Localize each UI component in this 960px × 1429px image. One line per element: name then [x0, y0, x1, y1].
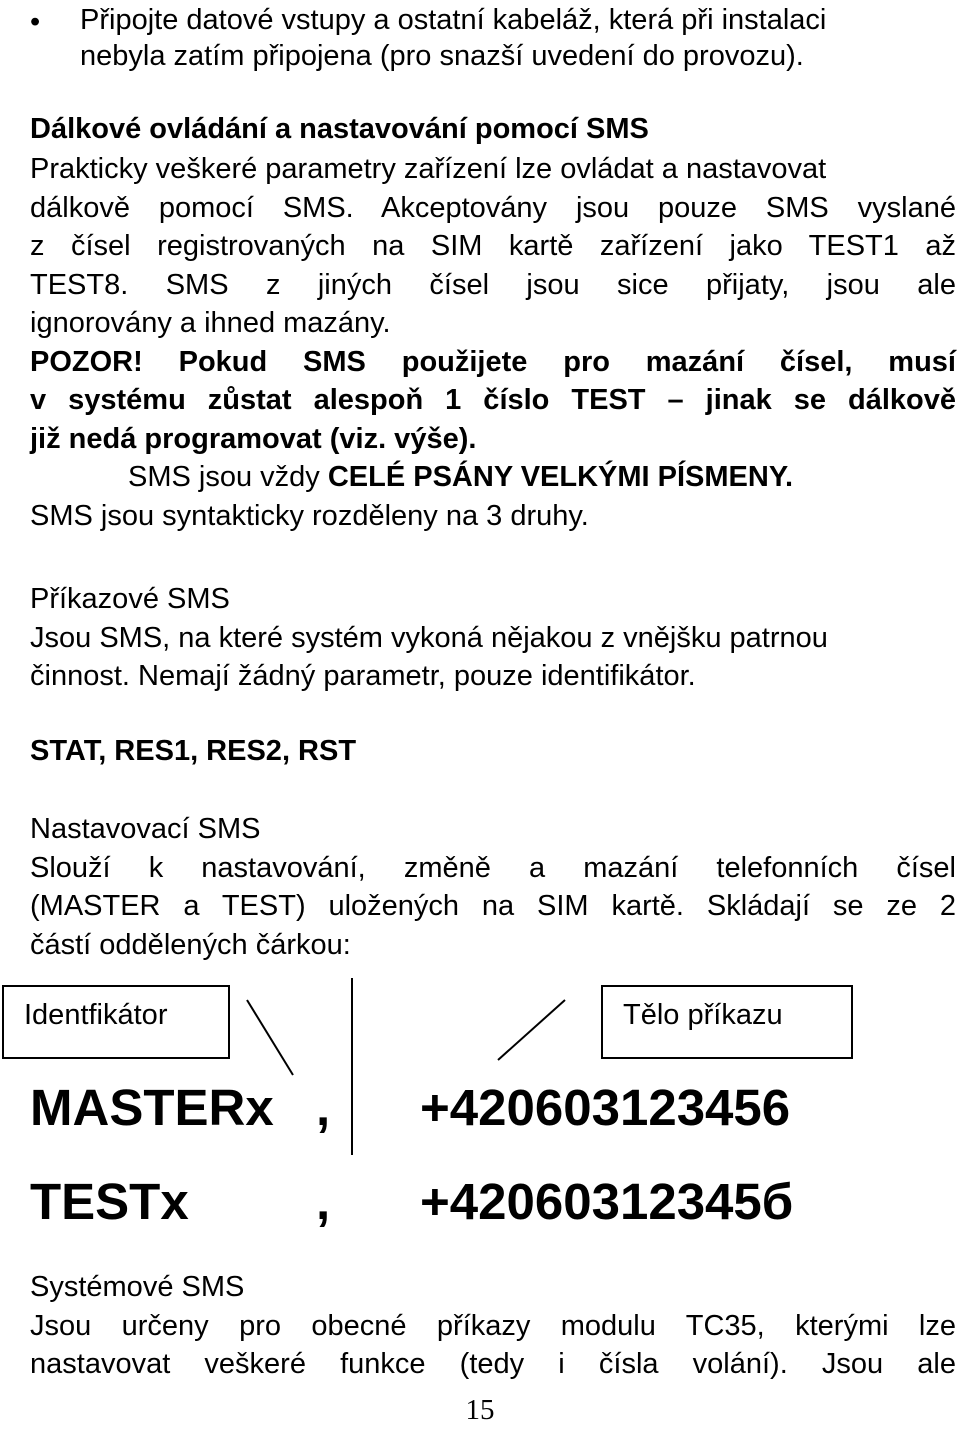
page-number: 15: [465, 1394, 495, 1426]
row1-separator: ,: [316, 1079, 331, 1136]
row1-identifier: MASTERx: [30, 1079, 274, 1136]
command-sms-examples: STAT, RES1, RES2, RST: [30, 735, 357, 767]
caps-note-prefix: SMS jsou vždy: [128, 461, 328, 493]
warning-line-3: již nedá programovat (viz. výše).: [30, 422, 477, 455]
row2-identifier: TESTx: [30, 1173, 189, 1230]
system-sms-title: Systémové SMS: [30, 1271, 245, 1303]
bullet-line-1: Připojte datové vstupy a ostatní kabeláž, která při instalaci: [80, 4, 827, 36]
remote-line-5: ignorovány a ihned mazány.: [30, 307, 391, 339]
body-label: Tělo příkazu: [623, 999, 783, 1031]
warning-line-2: v systému zůstat alespoň 1 číslo TEST – jinak se dálkově: [30, 384, 956, 416]
remote-line-4: TEST8. SMS z jiných čísel jsou sice přijaty, jsou ale: [30, 268, 956, 301]
system-sms-section: [30, 1268, 956, 1384]
identifier-label: Identfikátor: [24, 999, 168, 1031]
body-pointer-line: [498, 1000, 565, 1060]
remote-line-2: dálkově pomocí SMS. Akceptovány jsou pouze SMS vyslané: [30, 191, 956, 224]
row2-value: +42060312345б: [420, 1173, 794, 1230]
setting-sms-line-1: Slouží k nastavování, změně a mazání telefonních čísel: [30, 851, 956, 884]
system-sms-line-1: Jsou určeny pro obecné příkazy modulu TC35, kterými lze: [30, 1309, 956, 1342]
setting-sms-line-2: (MASTER a TEST) uložených na SIM kartě. Skládají se ze 2: [30, 890, 956, 922]
setting-sms-line-3: částí oddělených čárkou:: [30, 928, 351, 961]
row1-value: +420603123456: [420, 1079, 791, 1136]
command-sms-line-2: činnost. Nemají žádný parametr, pouze identifikátor.: [30, 660, 696, 692]
command-sms-line-1: Jsou SMS, na které systém vykoná nějakou z vnějšku patrnou: [30, 621, 828, 654]
setting-sms-title: Nastavovací SMS: [30, 813, 261, 845]
warning-line-1: POZOR! Pokud SMS použijete pro mazání čísel, musí: [30, 345, 956, 378]
caps-note-bold: CELÉ PSÁNY VELKÝMI PÍSMENY.: [327, 461, 794, 493]
row2-separator: ,: [316, 1173, 331, 1230]
command-sms-title: Příkazové SMS: [30, 583, 230, 615]
types-line: SMS jsou syntakticky rozděleny na 3 druhy.: [30, 499, 589, 532]
system-sms-line-2: nastavovat veškeré funkce (tedy i čísla volání). Jsou ale: [30, 1348, 956, 1380]
remote-line-3: z čísel registrovaných na SIM kartě zařízení jako TEST1 až: [30, 230, 956, 262]
bullet-symbol: •: [30, 6, 41, 38]
bullet-line-2: nebyla zatím připojena (pro snazší uvedení do provozu).: [80, 40, 804, 72]
remote-line-1: Prakticky veškeré parametry zařízení lze ovládat a nastavovat: [30, 153, 827, 185]
remote-heading: Dálkové ovládání a nastavování pomocí SMS: [30, 113, 649, 145]
identifier-pointer-line: [247, 1000, 293, 1075]
